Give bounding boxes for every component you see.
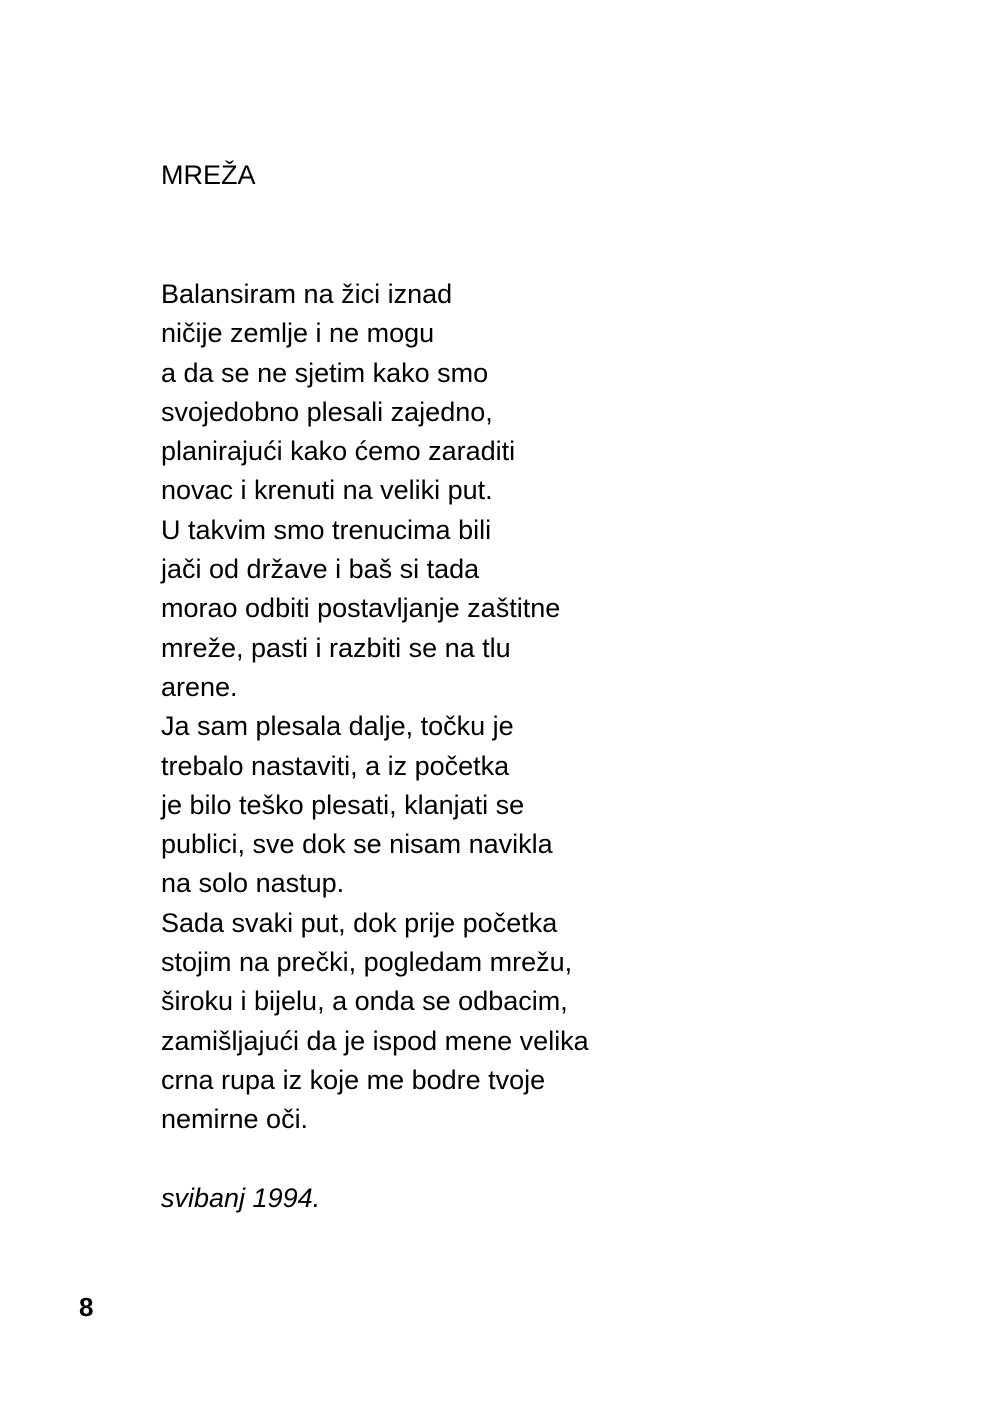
poem-line: stojim na prečki, pogledam mrežu, [161, 947, 573, 978]
poem-line: crna rupa iz koje me bodre tvoje [161, 1064, 546, 1095]
poem-line: Balansiram na žici iznad [161, 279, 453, 309]
poem-line: U takvim smo trenucima bili [161, 514, 492, 545]
poem-line: morao odbiti postavljanje zaštitne [161, 593, 561, 624]
poem-line: zamišljajući da je ispod mene velika [161, 1025, 589, 1056]
poem-date: svibanj 1994. [161, 1183, 321, 1213]
poem-line: svojedobno plesali zajedno, [161, 396, 493, 427]
poem-body [161, 275, 589, 1140]
poem-line: široku i bijelu, a onda se odbacim, [161, 986, 568, 1017]
poem-line: Sada svaki put, dok prije početka [161, 907, 558, 938]
poem-line: novac i krenuti na veliki put. [161, 475, 493, 506]
poem-line: a da se ne sjetim kako smo [161, 357, 489, 388]
poem-line: arene. [161, 671, 238, 702]
poem-line: ničije zemlje i ne mogu [161, 318, 435, 349]
poem-line: jači od države i baš si tada [161, 554, 480, 585]
poem-line: na solo nastup. [161, 868, 345, 899]
page-number: 8 [79, 1292, 94, 1322]
poem-line: mreže, pasti i razbiti se na tlu [161, 632, 511, 663]
poem-line: planirajući kako ćemo zaraditi [161, 436, 516, 467]
poem-line: Ja sam plesala dalje, točku je [161, 711, 514, 742]
poem-line: je bilo teško plesati, klanjati se [161, 789, 525, 820]
poem-line: nemirne oči. [161, 1104, 309, 1135]
poem-line: trebalo nastaviti, a iz početka [161, 750, 510, 781]
poem-title: MREŽA [161, 160, 256, 190]
poem-line: publici, sve dok se nisam navikla [161, 829, 553, 860]
